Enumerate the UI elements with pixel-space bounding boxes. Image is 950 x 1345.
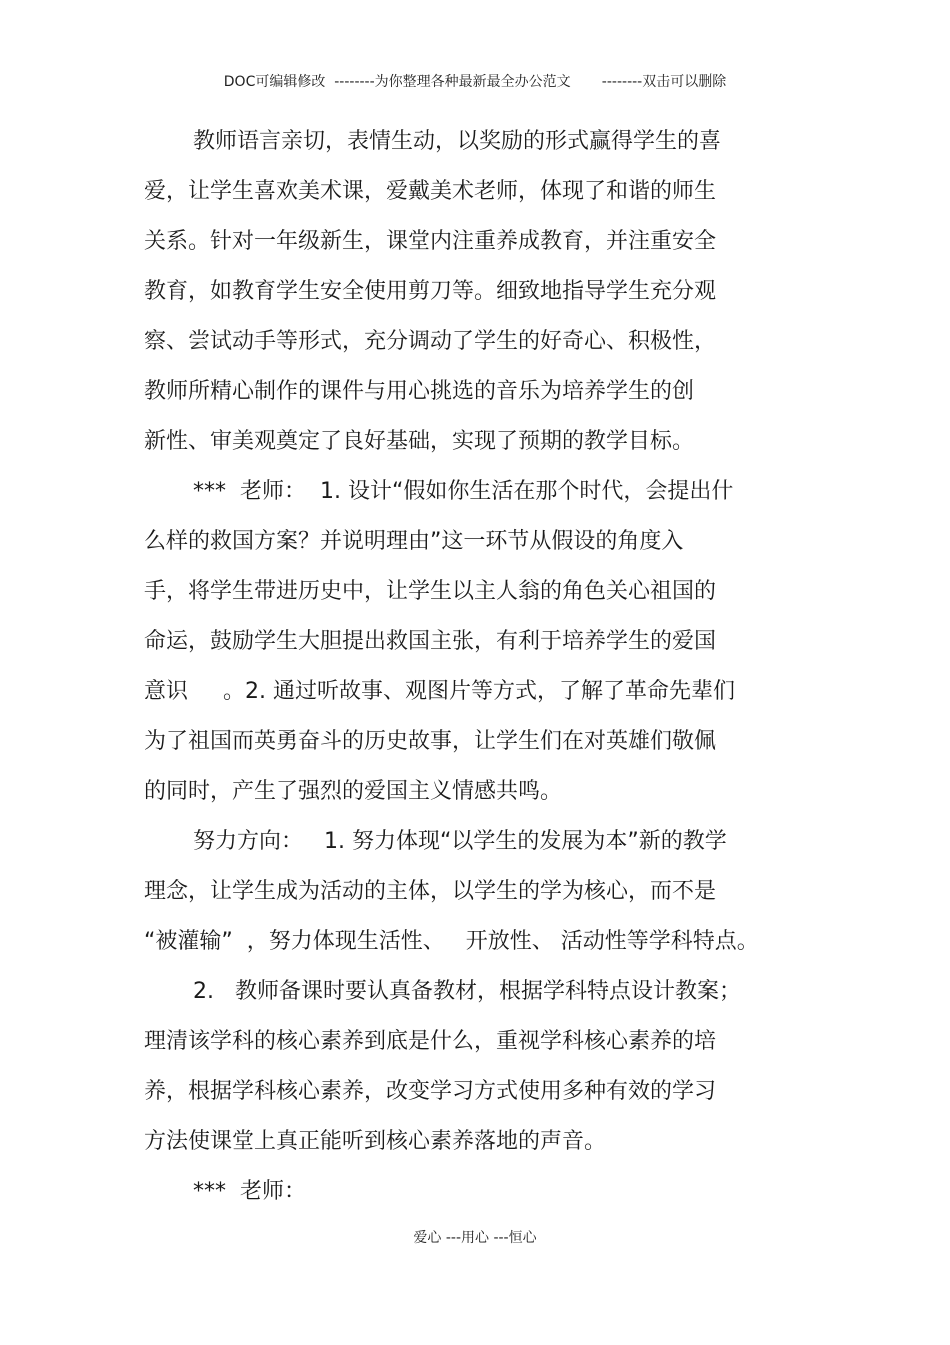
body-line: 理念，让学生成为活动的主体，以学生的学为核心，而不是 [144,879,717,904]
body-line: 教育，如教育学生安全使用剪刀等。细致地指导学生充分观 [144,279,717,304]
body-line: 爱，让学生喜欢美术课，爱戴美术老师，体现了和谐的师生 [144,179,717,204]
body-line: 为了祖国而英勇奋斗的历史故事，让学生们在对英雄们敬佩 [144,729,717,754]
body-line: *** 老师： [193,1179,306,1204]
body-line: 教师语言亲切，表情生动，以奖励的形式赢得学生的喜 [193,129,722,154]
body-line: 的同时，产生了强烈的爱国主义情感共鸣。 [144,779,563,804]
body-line: 关系。针对一年级新生，课堂内注重养成教育，并注重安全 [144,229,717,254]
body-line: 方法使课堂上真正能听到核心素养落地的声音。 [144,1129,607,1154]
body-line: 教师所精心制作的课件与用心挑选的音乐为培养学生的创 [144,379,695,404]
page-header: DOC可编辑修改 --------为你整理各种最新最全办公范文 --------双击可以删除 [223,74,727,90]
body-line: “被灌输” ，努力体现生活性、 开放性、 活动性等学科特点。 [144,929,759,954]
body-line: 养，根据学科核心素养，改变学习方式使用多种有效的学习 [144,1079,717,1104]
body-line: 察、尝试动手等形式，充分调动了学生的好奇心、积极性， [144,329,717,354]
body-line: 么样的救国方案？并说明理由”这一环节从假设的角度入 [144,529,684,554]
body-line: 2. 教师备课时要认真备教材，根据学科特点设计教案； [193,979,741,1004]
body-line: 命运，鼓励学生大胆提出救国主张，有利于培养学生的爱国 [144,629,717,654]
page-footer: 爱心 ---用心 ---恒心 [413,1230,537,1246]
body-line: 意识 。2. 通过听故事、观图片等方式，了解了革命先辈们 [144,679,735,704]
body-line: 新性、审美观奠定了良好基础，实现了预期的教学目标。 [144,429,695,454]
body-line: 努力方向： 1. 努力体现“以学生的发展为本”新的教学 [193,829,727,854]
body-line: *** 老师： 1. 设计“假如你生活在那个时代，会提出什 [193,479,734,504]
body-line: 手，将学生带进历史中，让学生以主人翁的角色关心祖国的 [144,579,717,604]
body-line: 理清该学科的核心素养到底是什么，重视学科核心素养的培 [144,1029,717,1054]
